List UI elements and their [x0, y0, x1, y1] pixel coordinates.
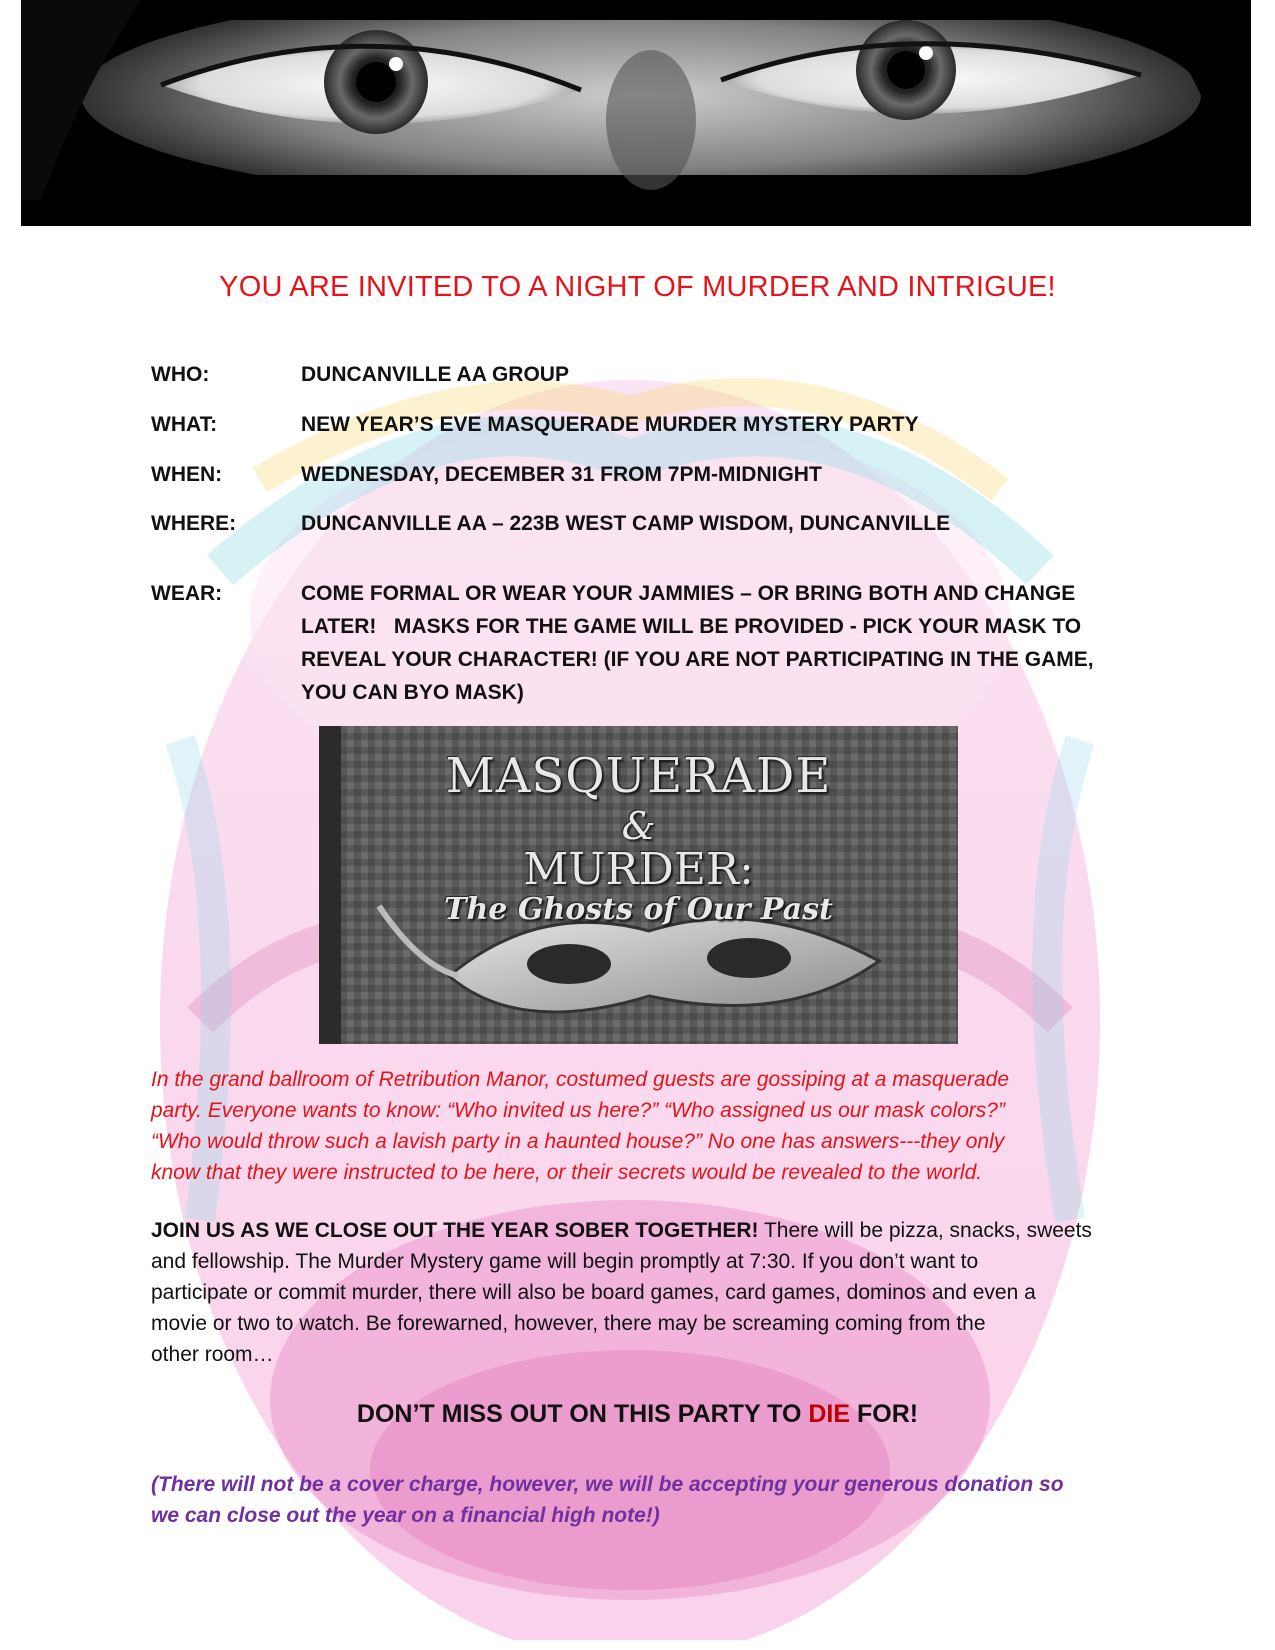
story-line: know that they were instructed to be here, or their secrets would be revealed to the world.	[151, 1161, 983, 1184]
when-label: WHEN:	[151, 463, 223, 486]
join-line	[151, 1215, 1131, 1246]
tagline-before: DON’T MISS OUT ON THIS PARTY TO	[356, 1400, 809, 1428]
story-paragraph	[151, 1064, 1111, 1188]
join-line: and fellowship. The Murder Mystery game will begin promptly at 7:30. If you don’t want to	[151, 1250, 979, 1273]
who-label: WHO:	[151, 363, 210, 386]
tagline-die: DIE	[808, 1400, 851, 1428]
join-line: movie or two to watch. Be forewarned, however, there may be screaming coming from the	[151, 1312, 986, 1335]
join-line: participate or commit murder, there will also be board games, card games, dominos and even a	[151, 1281, 1036, 1304]
when-value: WEDNESDAY, DECEMBER 31 FROM 7PM-MIDNIGHT	[301, 463, 822, 486]
join-paragraph	[151, 1215, 1131, 1370]
story-line: party. Everyone wants to know: “Who invited us here?” “Who assigned us our mask colors?”	[151, 1099, 1005, 1122]
tagline-after: FOR!	[850, 1400, 919, 1428]
who-value: DUNCANVILLE AA GROUP	[301, 363, 569, 386]
what-value: NEW YEAR’S EVE MASQUERADE MURDER MYSTERY PARTY	[301, 413, 919, 436]
party-tagline	[0, 1400, 1275, 1429]
cover-title-murder: MURDER:	[523, 844, 754, 895]
wear-line: COME FORMAL OR WEAR YOUR JAMMIES – OR BRING BOTH AND CHANGE	[301, 582, 1076, 605]
donation-note	[151, 1469, 1131, 1531]
cover-ampersand: &	[621, 804, 656, 848]
cover-title-masquerade: MASQUERADE	[445, 748, 832, 804]
where-label: WHERE:	[151, 512, 237, 535]
wear-value	[301, 577, 1111, 709]
join-line: other room…	[151, 1343, 274, 1366]
wear-line: YOU CAN BYO MASK)	[301, 681, 524, 704]
donation-line: we can close out the year on a financial high note!)	[151, 1504, 660, 1527]
story-line: “Who would throw such a lavish party in a haunted house?” No one has answers---they only	[151, 1130, 1005, 1153]
cover-subtitle: The Ghosts of Our Past	[444, 892, 833, 927]
masquerade-murder-cover-image	[319, 726, 958, 1044]
wear-label: WEAR:	[151, 582, 223, 605]
wear-line: LATER! MASKS FOR THE GAME WILL BE PROVIDED - PICK YOUR MASK TO	[301, 615, 1082, 638]
what-label: WHAT:	[151, 413, 218, 436]
wear-line: REVEAL YOUR CHARACTER! (IF YOU ARE NOT PARTICIPATING IN THE GAME,	[301, 648, 1094, 671]
story-line: In the grand ballroom of Retribution Manor, costumed guests are gossiping at a masquerade	[151, 1068, 1009, 1091]
where-value: DUNCANVILLE AA – 223B WEST CAMP WISDOM, DUNCANVILLE	[301, 512, 951, 535]
join-bold-lead: JOIN US AS WE CLOSE OUT THE YEAR SOBER TOGETHER!	[151, 1219, 759, 1242]
donation-line: (There will not be a cover charge, however, we will be accepting your generous donation so	[151, 1473, 1064, 1496]
invitation-headline: YOU ARE INVITED TO A NIGHT OF MURDER AND INTRIGUE!	[219, 271, 1056, 303]
join-first-line-rest: There will be pizza, snacks, sweets	[758, 1219, 1092, 1242]
